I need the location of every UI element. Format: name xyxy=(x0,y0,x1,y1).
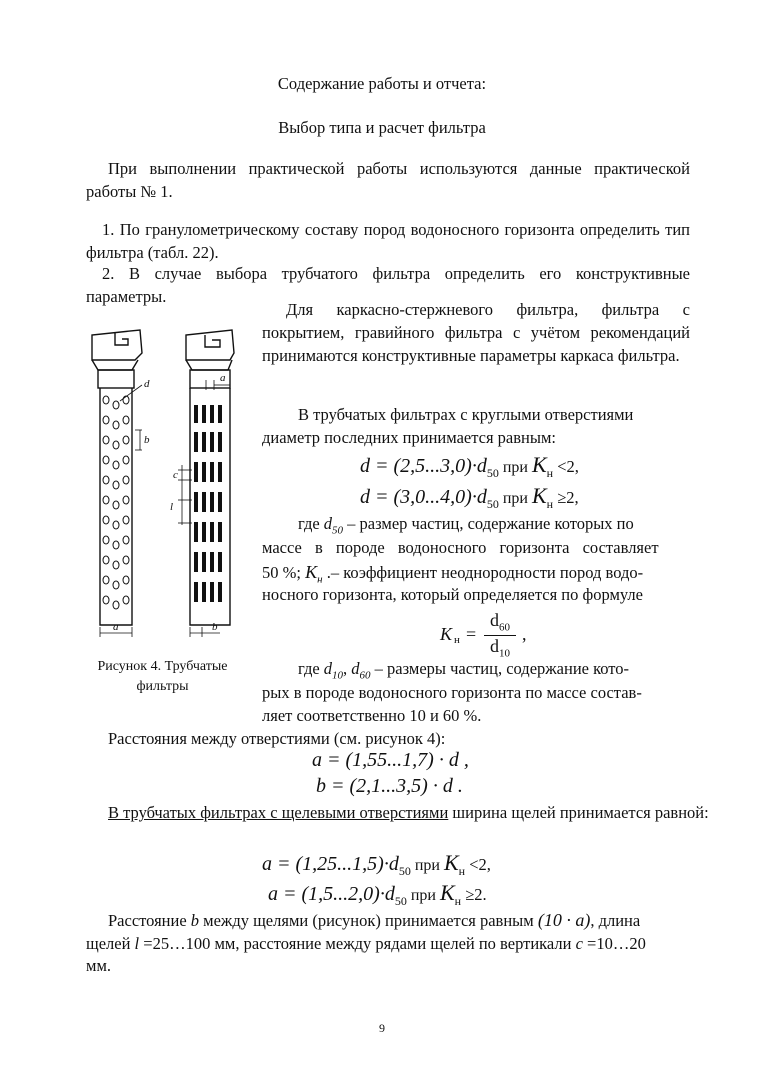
definition-d10-d60-line1: где $d_{10}$, $d_{60}$ – размеры частиц, содержание кото- xyxy=(298,659,630,682)
tubular-filters-figure xyxy=(80,325,255,645)
page-number: 9 xyxy=(379,1021,385,1035)
definition-kn-line: 50 %; $K_н$ .– коэффициент неоднородности пород водо- xyxy=(262,562,644,586)
definition-d50-line2: массе в породе водоносного горизонта составляет xyxy=(262,538,659,557)
formula-d-small-kn: $d = (2,5...3,0)\cdot d_{50}$ при $K_н <2$, xyxy=(360,452,579,480)
fig-label-a-right: a xyxy=(220,372,226,384)
definition-d50-line1: где $d_{50}$ – размер частиц, содержание которых по xyxy=(298,514,634,537)
fig-label-b-right: b xyxy=(212,621,218,633)
fig-label-b: b xyxy=(144,434,150,446)
final-line3: мм. xyxy=(86,956,112,975)
fig-label-c: c xyxy=(173,469,178,481)
fig-label-l: l xyxy=(170,501,174,513)
fig-label-d: d xyxy=(144,378,150,390)
distances-intro: Расстояния между отверстиями (см. рисунок 4): xyxy=(108,729,446,748)
list-item-1: 1. По гранулометрическому составу пород водоносного горизонта определить тип фильтра (табл. 22). xyxy=(86,220,690,262)
slot-holes-line1: В трубчатых фильтрах с щелевыми отверстиями ширина щелей принимается равной: xyxy=(108,803,709,822)
fig-label-a-left: a xyxy=(113,621,119,633)
formula-d-large-kn: $d = (3,0...4,0)\cdot d_{50}$ при $K_н \ge 2$, xyxy=(360,483,579,511)
formula-a-large-kn: $a = (1,5...2,0)\cdot d_{50}$ при $K_н \ge 2$. xyxy=(268,880,487,908)
final-line1: Расстояние b между щелями (рисунок) принимается равным (10 · a), длина xyxy=(108,910,641,930)
formula-a-small-kn: $a = (1,25...1,5)\cdot d_{50}$ при $K_н <2$, xyxy=(262,850,491,878)
list-item-2: 2. В случае выбора трубчатого фильтра определить его конструктивные параметры. xyxy=(86,264,690,306)
formula-kn-ratio: K н = $d_{60}$ $d_{10}$ , xyxy=(440,610,527,660)
round-holes-tail: диаметр последних принимается равным: xyxy=(262,428,556,447)
definition-d10-d60-line3: ляет соответственно 10 и 60 %. xyxy=(262,706,482,725)
heading-work-content: Содержание работы и отчета: xyxy=(277,74,487,93)
frame-filter-paragraph: Для каркасно-стержневого фильтра, фильтра с покрытием, гравийного фильтра с учётом рекомендаций принимаются конструктивные параметры каркаса фильтра. xyxy=(262,300,690,365)
final-line2: щелей l =25…100 мм, расстояние между рядами щелей по вертикали c =10…20 xyxy=(86,934,646,953)
formula-a-distance: a = (1,55...1,7) · d , xyxy=(312,749,469,771)
round-holes-title: В трубчатых фильтрах с круглыми отверстиями xyxy=(298,405,634,424)
heading-filter-selection: Выбор типа и расчет фильтра xyxy=(278,118,486,137)
definition-d10-d60-line2: рых в породе водоносного горизонта по массе состав- xyxy=(262,683,642,702)
figure-caption: Рисунок 4. Трубчатые фильтры xyxy=(97,659,228,694)
formula-b-distance: b = (2,1...3,5) · d . xyxy=(316,775,463,797)
intro-paragraph: При выполнении практической работы используются данные практической работы № 1. xyxy=(86,159,690,201)
definition-kn-line2: носного горизонта, который определяется по формуле xyxy=(262,585,643,604)
